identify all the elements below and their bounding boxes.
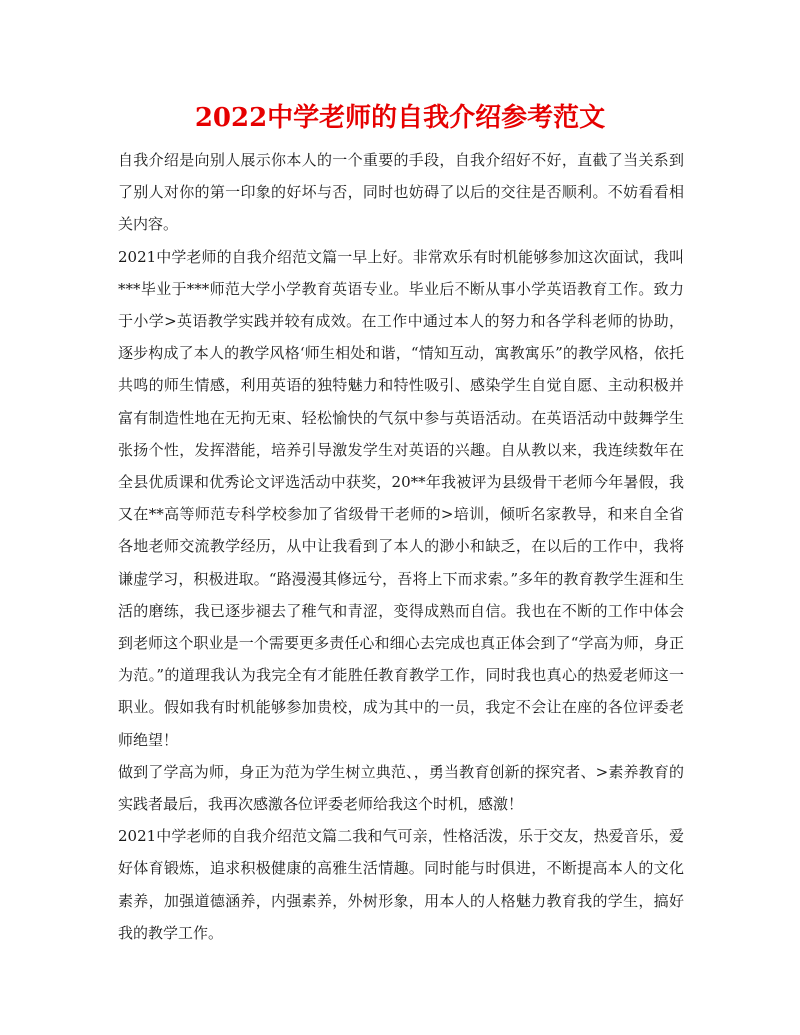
paragraph-sample-one-closing: 做到了学高为师，身正为范为学生树立典范、，勇当教育创新的探究者、>素养教育的实践者最后，我再次感激各位评委老师给我这个时机，感激！ bbox=[118, 762, 684, 814]
document-title: 2022中学老师的自我介绍参考范文 bbox=[194, 103, 606, 133]
paragraph-sample-two: 2021中学老师的自我介绍范文篇二我和气可亲，性格活泼，乐于交友，热爱音乐，爱好体育锻炼，追求积极健康的高雅生活情趣。同时能与时俱进，不断提高本人的文化素养，加强道德涵养，内强素养，外树形象，用本人的人格魅力教育我的学生，搞好我的教学工作。 bbox=[118, 827, 684, 942]
paragraph-intro: 自我介绍是向别人展示你本人的一个重要的手段，自我介绍好不好，直截了当关系到了别人对你的第一印象的好坏与否，同时也妨碍了以后的交往是否顺利。不妨看看相关内容。 bbox=[118, 151, 684, 234]
paragraph-sample-one: 2021中学老师的自我介绍范文篇一早上好。非常欢乐有时机能够参加这次面试，我叫***毕业于***师范大学小学教育英语专业。毕业后不断从事小学英语教育工作。致力于小学>英语教学实践并较有成效。在工作中通过本人的努力和各学科老师的协助，逐步构成了本人的教学风格‘师生相处和谐，“情知互动，寓教寓乐”的教学风格，依托共鸣的师生情感，利用英语的独特魅力和特性吸引、感染学生自觉自愿、主动积极并富有制造性地在无拘无束、轻松愉快的气氛中参与英语活动。在英语活动中鼓舞学生张扬个性，发挥潜能，培养引导激发学生对英语的兴趣。自从教以来，我连续数年在全县优质课和优秀论文评选活动中获奖，20**年我被评为县级骨干老师今年暑假，我又在**高等师范专科学校参加了省级骨干老师的>培训，倾听名家教导，和来自全省各地老师交流教学经历，从中让我看到了本人的渺小和缺乏，在以后的工作中，我将谦虚学习，积极进取。“路漫漫其修远兮，吾将上下而求索。”多年的教育教学生涯和生活的磨练，我已逐步褪去了稚气和青涩，变得成熟而自信。我也在不断的工作中体会到老师这个职业是一个需要更多责任心和细心去完成也真正体会到了“学高为师，身正为范。”的道理我认为我完全有才能胜任教育教学工作，同时我也真心的热爱老师这一职业。假如我有时机能够参加贵校，成为其中的一员，我定不会让在座的各位评委老师绝望！ bbox=[118, 247, 684, 749]
document-body bbox=[118, 144, 684, 949]
